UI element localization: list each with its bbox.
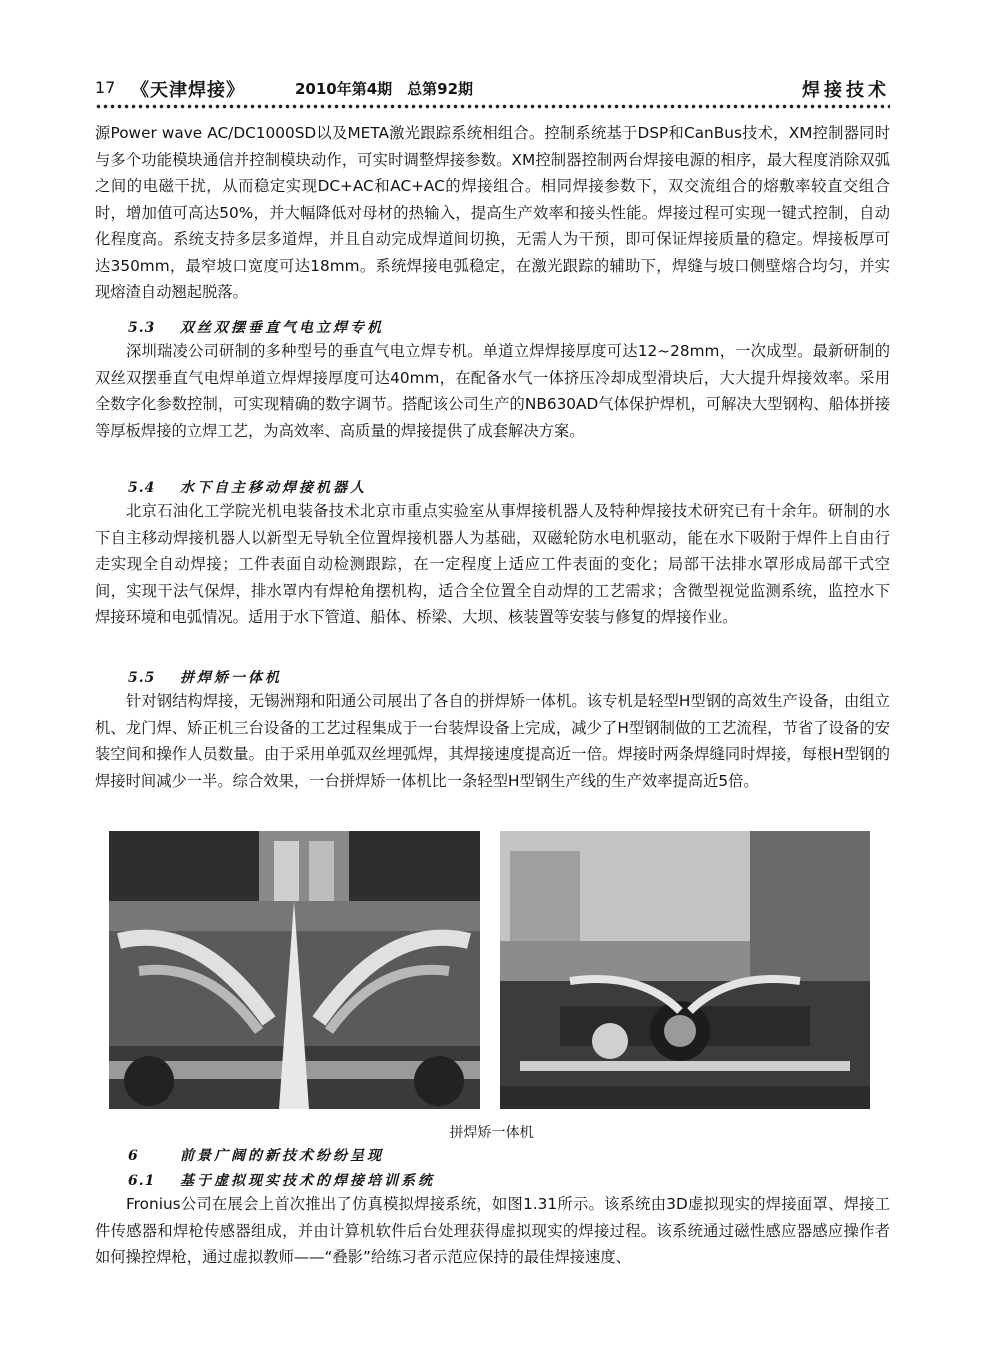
section-number: 6.1 [128,1173,156,1189]
paragraph-intro: 源Power wave AC/DC1000SD以及META激光跟踪系统相组合。控制系统基于DSP和CanBus技术，XM控制器同时与多个功能模块通信并控制模块动作，可实时调整焊接参数。XM控制器控制两台焊接电源的相序，最大程度消除双弧之间的电磁干扰，从而稳定实现DC+AC和AC+AC的焊接组合。相同焊接参数下，双交流组合的熔敷率较直交组合时，增加值可高达50%，并大幅降低对母材的热输入，提高生产效率和接头性能。焊接过程可实现一键式控制，自动化程度高。系统支持多层多道焊，并且自动完成焊道间切换，无需人为干预，即可保证焊接质量的稳定。焊接板厚可达350mm，最窄坡口宽度可达18mm。系统焊接电弧稳定，在激光跟踪的辅助下，焊缝与坡口侧壁熔合均匀，并实现熔渣自动翘起脱落。 [95,124,890,301]
welding-machine-overview-photo [500,831,870,1109]
paragraph-5-5: 针对钢结构焊接，无锡洲翔和阳通公司展出了各自的拼焊矫一体机。该专机是轻型H型钢的高效生产设备，由组立机、龙门焊、矫正机三台设备的工艺过程集成于一台装焊设备上完成，减少了H型钢制做的工艺流程，节省了设备的安装空间和操作人员数量。由于采用单弧双丝埋弧焊，其焊接速度提高近一倍。焊接时两条焊缝同时焊接，每根H型钢的焊接时间减少一半。综合效果，一台拼焊矫一体机比一条轻型H型钢生产线的生产效率提高近5倍。 [95,692,890,790]
section-number: 5.5 [128,670,156,686]
section-number: 5.4 [128,480,156,496]
section-title: 基于虚拟现实技术的焊接培训系统 [180,1173,435,1189]
section-heading-5-5 [128,667,282,687]
journal-title: 《天津焊接》 [131,80,245,101]
paragraph-5-3: 深圳瑞凌公司研制的多种型号的垂直气电立焊专机。单道立焊焊接厚度可达12~28mm，一次成型。最新研制的双丝双摆垂直气电焊单道立焊焊接厚度可达40mm，在配备水气一体挤压冷却成型滑块后，大大提升焊接效率。采用全数字化参数控制，可实现精确的数字调节。搭配该公司生产的NB630AD气体保护焊机，可解决大型钢构、船体拼接等厚板焊接的立焊工艺，为高效率、高质量的焊接提供了成套解决方案。 [95,342,890,440]
dotted-header-rule [95,103,890,110]
section-title: 水下自主移动焊接机器人 [180,480,367,496]
section-title: 前景广阔的新技术纷纷呈现 [180,1148,384,1164]
section-number: 5.3 [128,320,156,336]
column-title: 焊接技术 [802,80,890,101]
section-heading-5-3 [128,317,384,337]
section-title: 拼焊矫一体机 [180,670,282,686]
section-title: 双丝双摆垂直气电立焊专机 [180,320,384,336]
section-number: 6 [128,1148,139,1164]
section-heading-5-4 [128,477,367,497]
section-heading-6-1 [128,1170,435,1190]
section-heading-6 [128,1145,384,1165]
welding-torch-closeup-photo [109,831,480,1109]
page-number: 17 [95,78,116,97]
paragraph-5-4: 北京石油化工学院光机电装备技术北京市重点实验室从事焊接机器人及特种焊接技术研究已有十余年。研制的水下自主移动焊接机器人以新型无导轨全位置焊接机器人为基础，双磁轮防水电机驱动，能在水下吸附于焊件上自由行走实现全自动焊接；工件表面自动检测跟踪，在一定程度上适应工件表面的变化；局部干法排水罩形成局部干式空间，实现干法气保焊，排水罩内有焊枪角摆机构，适合全位置全自动焊的工艺需求；含微型视觉监测系统，监控水下焊接环境和电弧情况。适用于水下管道、船体、桥梁、大坝、核装置等安装与修复的焊接作业。 [95,502,890,626]
running-header [95,78,890,102]
figure-caption: 拼焊矫一体机 [449,1125,534,1141]
issue-info: 2010年第4期 总第92期 [295,80,474,98]
paragraph-6-1: Fronius公司在展会上首次推出了仿真模拟焊接系统，如图1.31所示。该系统由3D虚拟现实的焊接面罩、焊接工件传感器和焊枪传感器组成，并由计算机软件后台处理获得虚拟现实的焊接过程。该系统通过磁性感应器感应操作者如何操控焊枪，通过虚拟教师——“叠影”给练习者示范应保持的最佳焊接速度、 [95,1195,890,1266]
